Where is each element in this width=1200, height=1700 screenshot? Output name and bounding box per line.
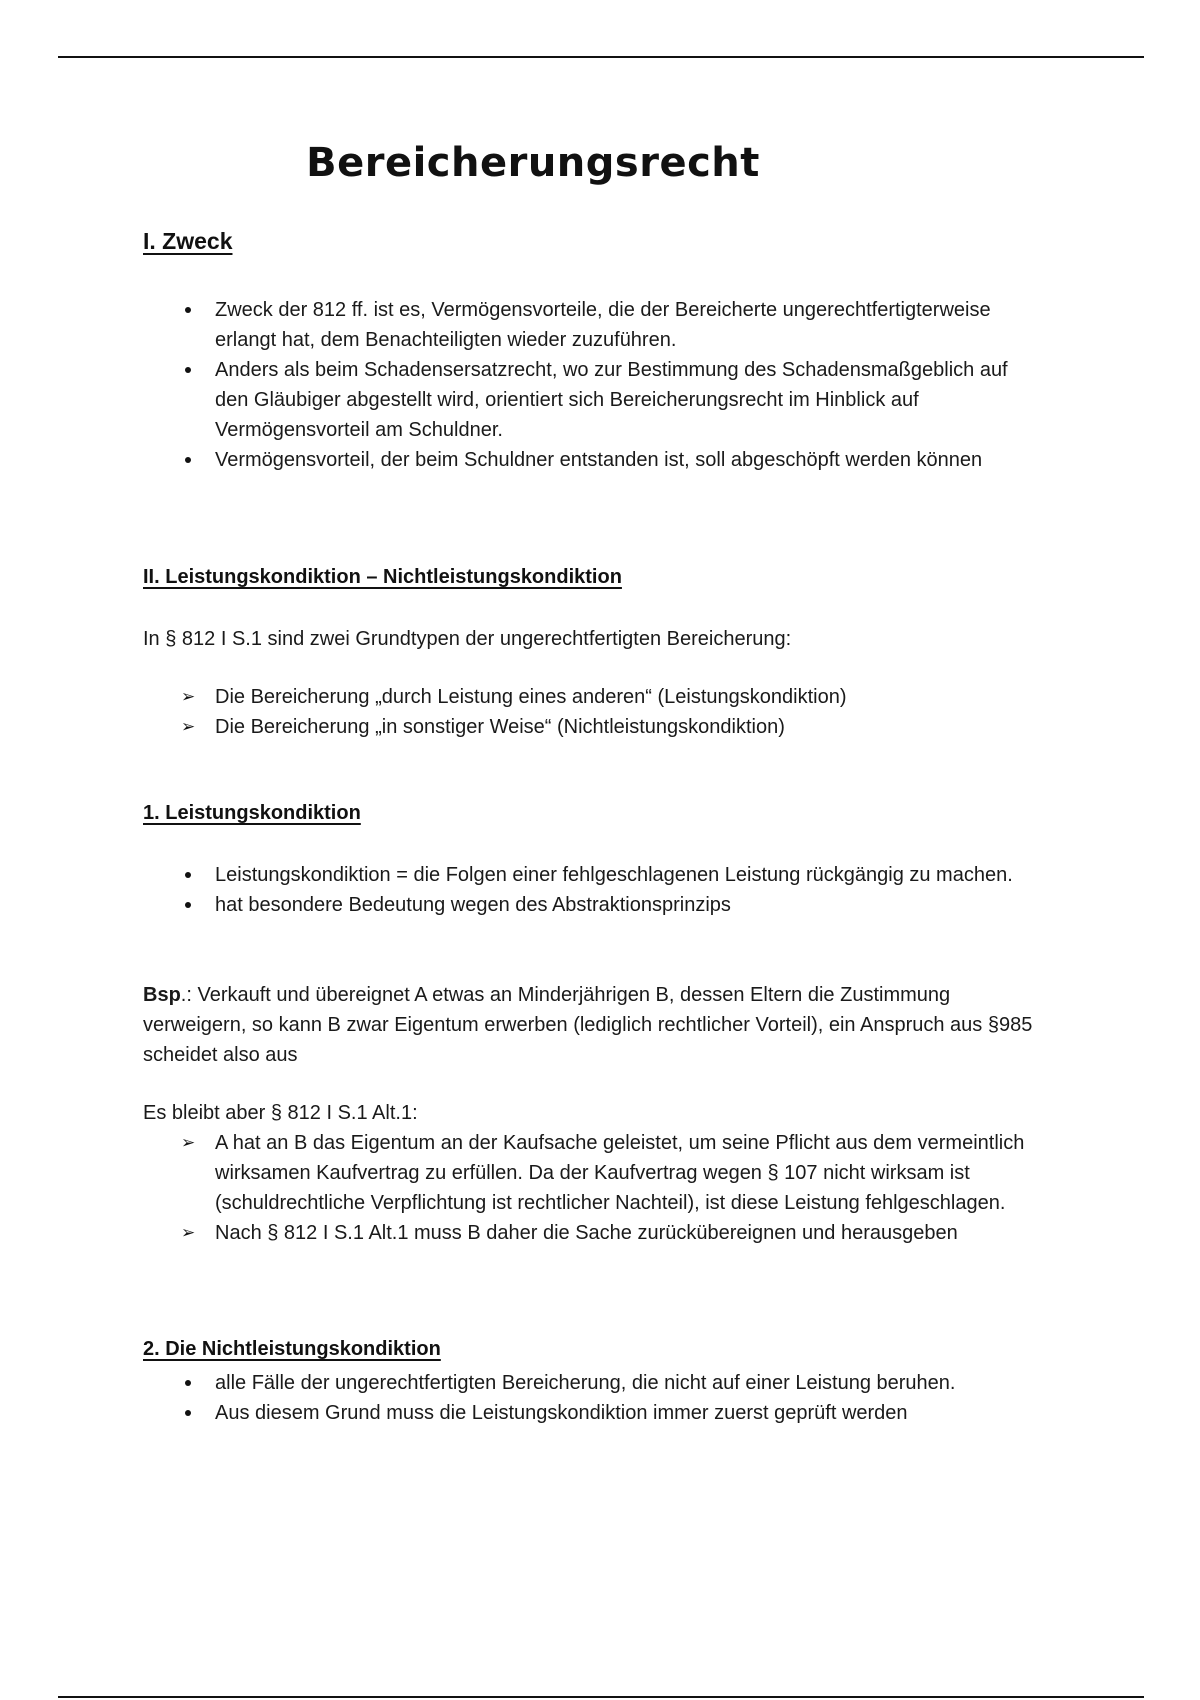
section-heading-leistungskondiktion: 1. Leistungskondiktion [143, 802, 361, 824]
section-heading-nichtleistungskondiktion: 2. Die Nichtleistungskondiktion [143, 1338, 441, 1360]
document-title: Bereicherungsrecht [306, 140, 760, 186]
example-text: .: Verkauft und übereignet A etwas an Minderjährigen B, dessen Eltern die Zustimmung verweigern, so kann B zwar Eigentum erwerben (lediglich rechtlicher Vorteil), ein Anspruch aus §985 scheidet also aus [143, 984, 1033, 1066]
list-item: Aus diesem Grund muss die Leistungskondiktion immer zuerst geprüft werden [143, 1398, 1043, 1428]
nichtleistungskondiktion-bullet-list [143, 1368, 1043, 1428]
list-item: Leistungskondiktion = die Folgen einer fehlgeschlagenen Leistung rückgängig zu machen. [143, 860, 1043, 890]
grundtypen-arrow-list [143, 682, 1043, 742]
zweck-bullet-list [143, 295, 1043, 475]
list-item: ➢ A hat an B das Eigentum an der Kaufsache geleistet, um seine Pflicht aus dem vermeintlich wirksamen Kaufvertrag zu erfüllen. Da der Kaufvertrag wegen § 107 nicht wirksam ist (schuldrechtliche Verpflichtung ist rechtlicher Nachteil), ist diese Leistung fehlgeschlagen. [143, 1128, 1043, 1218]
section-heading-kondiktion: II. Leistungskondiktion – Nichtleistungskondiktion [143, 566, 622, 588]
intro-paragraph: In § 812 I S.1 sind zwei Grundtypen der ungerechtfertigten Bereicherung: [143, 628, 792, 650]
list-item: ➢ Die Bereicherung „in sonstiger Weise“ (Nichtleistungskondiktion) [143, 712, 1043, 742]
list-item: ➢ Die Bereicherung „durch Leistung eines anderen“ (Leistungskondiktion) [143, 682, 1043, 712]
list-item: hat besondere Bedeutung wegen des Abstraktionsprinzips [143, 890, 1043, 920]
bottom-rule [58, 1696, 1144, 1698]
list-item: alle Fälle der ungerechtfertigten Bereicherung, die nicht auf einer Leistung beruhen. [143, 1368, 1043, 1398]
example-arrow-list [143, 1128, 1043, 1248]
example-label: Bsp [143, 984, 181, 1006]
remains-paragraph: Es bleibt aber § 812 I S.1 Alt.1: [143, 1102, 418, 1124]
list-item: Vermögensvorteil, der beim Schuldner entstanden ist, soll abgeschöpft werden können [143, 445, 1043, 475]
top-rule [58, 56, 1144, 58]
leistungskondiktion-bullet-list [143, 860, 1043, 920]
list-item: Zweck der 812 ff. ist es, Vermögensvorteile, die der Bereicherte ungerechtfertigterweise erlangt hat, dem Benachteiligten wieder zuzuführen. [143, 295, 1043, 355]
list-item: ➢ Nach § 812 I S.1 Alt.1 muss B daher die Sache zurückübereignen und herausgeben [143, 1218, 1043, 1248]
list-item: Anders als beim Schadensersatzrecht, wo zur Bestimmung des Schadensmaßgeblich auf den Gläubiger abgestellt wird, orientiert sich Bereicherungsrecht im Hinblick auf Vermögensvorteil am Schuldner. [143, 355, 1043, 445]
section-heading-zweck: I. Zweck [143, 228, 233, 254]
example-paragraph [143, 980, 1043, 1070]
